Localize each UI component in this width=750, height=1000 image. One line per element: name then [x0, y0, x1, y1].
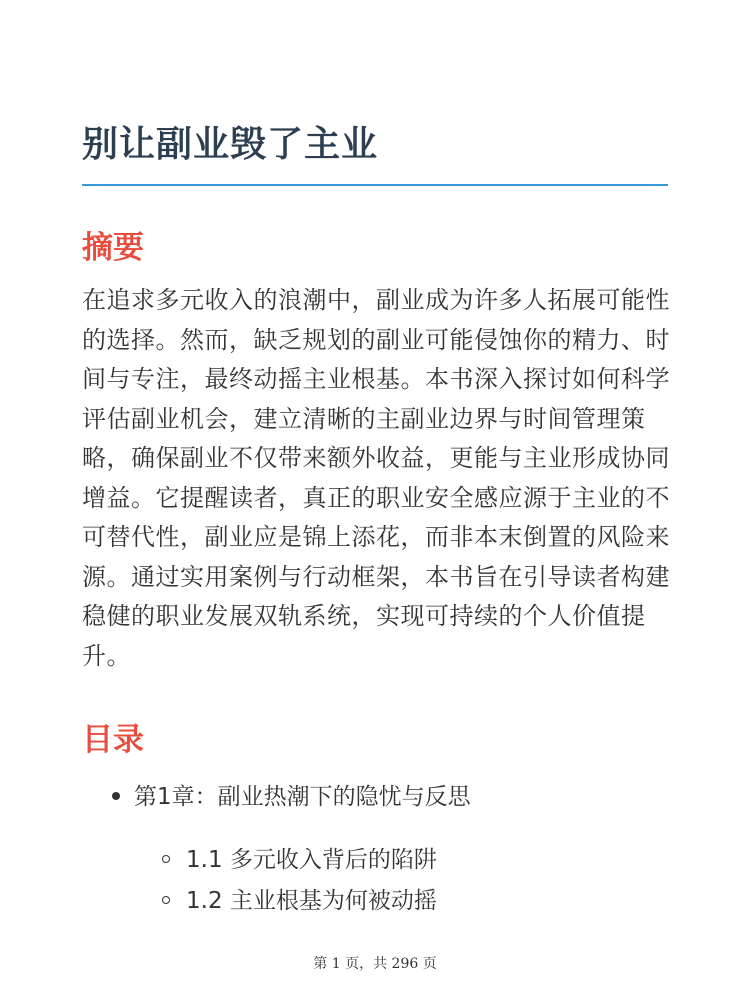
abstract-paragraph: 在追求多元收入的浪潮中，副业成为许多人拓展可能性的选择。然而，缺乏规划的副业可能侵蚀你的精力、时间与专注，最终动摇主业根基。本书深入探讨如何科学评估副业机会，建立清晰的主副业边界与时间管理策略，确保副业不仅带来额外收益，更能与主业形成协同增益。它提醒读者，真正的职业安全感应源于主业的不可替代性，副业应是锦上添花，而非本末倒置的风险来源。通过实用案例与行动框架，本书旨在引导读者构建稳健的职业发展双轨系统，实现可持续的个人价值提升。	[82, 286, 670, 670]
bullet-circle-icon	[162, 896, 170, 904]
toc-section-label: 1.2 主业根基为何被动摇	[186, 888, 437, 914]
bullet-disc-icon	[112, 792, 120, 800]
toc-section-1-1[interactable]	[162, 841, 437, 874]
bullet-circle-icon	[162, 855, 170, 863]
toc-chapter-1[interactable]	[112, 778, 471, 811]
toc-heading: 目录	[82, 722, 144, 758]
title-divider	[82, 184, 668, 186]
toc-section-1-2[interactable]	[162, 882, 437, 915]
document-title: 别让副业毁了主业	[82, 124, 379, 165]
toc-chapter-label: 第1章：副业热潮下的隐忧与反思	[134, 784, 471, 810]
toc-section-label: 1.1 多元收入背后的陷阱	[186, 847, 437, 873]
page-footer: 第 1 页，共 296 页	[313, 956, 437, 972]
abstract-heading: 摘要	[82, 230, 144, 266]
